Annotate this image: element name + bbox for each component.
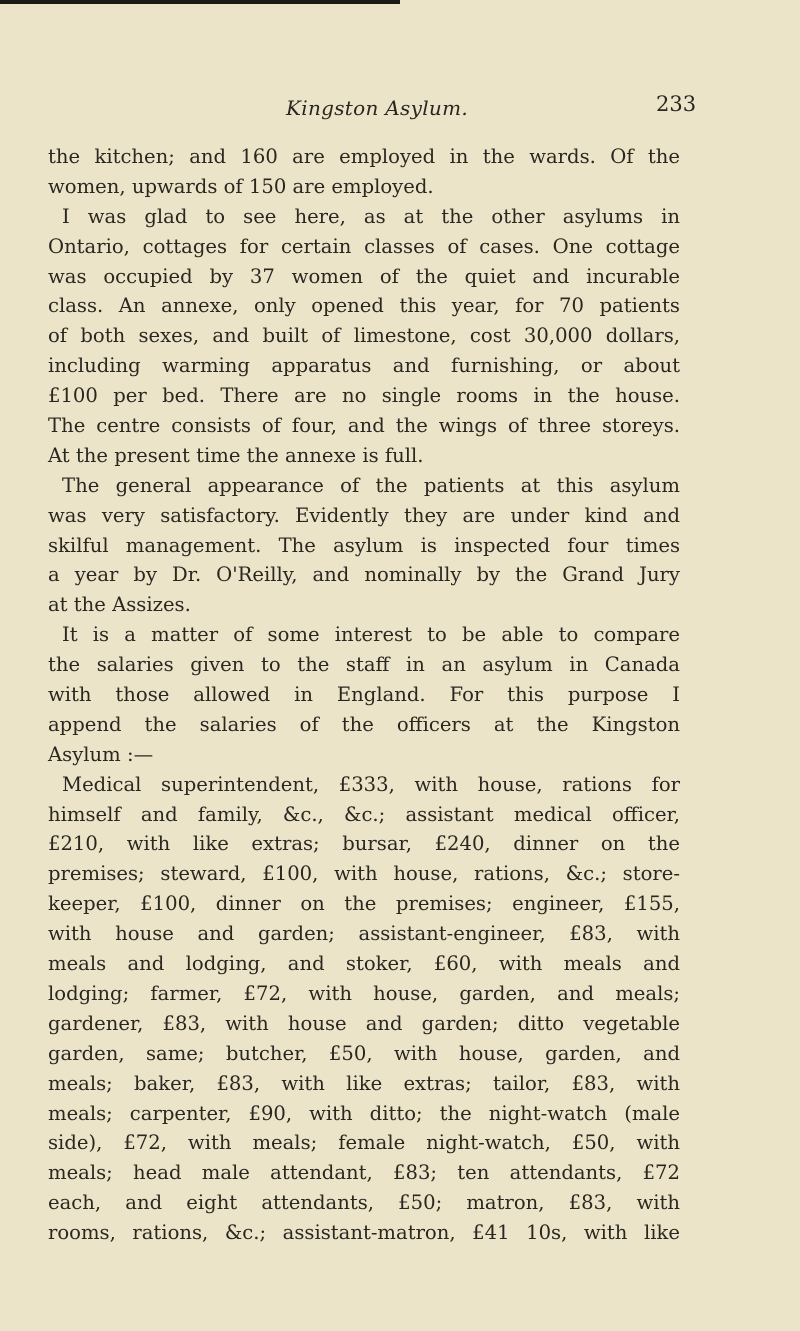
text-line: was occupied by 37 women of the quiet and incurable xyxy=(48,264,680,288)
running-title: Kingston Asylum. xyxy=(286,96,469,120)
text-line: lodging; farmer, £72, with house, garden, and meals; xyxy=(48,981,680,1005)
text-line: meals; baker, £83, with like extras; tailor, £83, with xyxy=(48,1071,680,1095)
text-line: meals; carpenter, £90, with ditto; the night-watch (male xyxy=(48,1101,680,1125)
page-number: 233 xyxy=(656,92,697,116)
text-line: It is a matter of some interest to be able to compare xyxy=(62,623,680,647)
text-line: garden, same; butcher, £50, with house, garden, and xyxy=(48,1041,680,1065)
text-line: at the Assizes. xyxy=(48,593,191,617)
text-line: Medical superintendent, £333, with house, rations for xyxy=(62,772,680,796)
text-line: £100 per bed. There are no single rooms in the house. xyxy=(48,384,680,408)
text-line: meals; head male attendant, £83; ten attendants, £72 xyxy=(48,1161,680,1185)
text-line: of both sexes, and built of limestone, cost 30,000 dollars, xyxy=(48,324,680,348)
text-line: skilful management. The asylum is inspected four times xyxy=(48,533,680,557)
text-line: was very satisfactory. Evidently they are under kind and xyxy=(48,503,680,527)
text-line: with house and garden; assistant-engineer, £83, with xyxy=(48,922,680,946)
text-line: rooms, rations, &c.; assistant-matron, £41 10s, with like xyxy=(48,1221,680,1245)
text-line: gardener, £83, with house and garden; ditto vegetable xyxy=(48,1011,680,1035)
text-line: class. An annexe, only opened this year, for 70 patients xyxy=(48,294,680,318)
text-line: At the present time the annexe is full. xyxy=(48,443,424,467)
body-text xyxy=(48,142,680,1248)
text-line: with those allowed in England. For this purpose I xyxy=(48,683,680,707)
text-line: £210, with like extras; bursar, £240, dinner on the xyxy=(48,832,680,856)
text-line: women, upwards of 150 are employed. xyxy=(48,174,434,198)
text-line: premises; steward, £100, with house, rations, &c.; store- xyxy=(48,862,680,886)
text-line: keeper, £100, dinner on the premises; engineer, £155, xyxy=(48,892,680,916)
text-line: including warming apparatus and furnishing, or about xyxy=(48,354,680,378)
text-line: Asylum :— xyxy=(48,742,154,766)
text-line: append the salaries of the officers at the Kingston xyxy=(48,712,680,736)
running-head xyxy=(0,92,800,126)
text-line: meals and lodging, and stoker, £60, with meals and xyxy=(48,952,680,976)
text-line: a year by Dr. O'Reilly, and nominally by the Grand Jury xyxy=(48,563,680,587)
text-line: side), £72, with meals; female night-watch, £50, with xyxy=(48,1131,680,1155)
text-line: Ontario, cottages for certain classes of cases. One cottage xyxy=(48,234,680,258)
text-line: himself and family, &c., &c.; assistant medical officer, xyxy=(48,802,680,826)
page-top-edge xyxy=(0,0,400,4)
text-line: The centre consists of four, and the wings of three storeys. xyxy=(48,414,680,438)
text-line: The general appearance of the patients at this asylum xyxy=(62,473,680,497)
text-line: the kitchen; and 160 are employed in the wards. Of the xyxy=(48,145,680,168)
text-line: the salaries given to the staff in an asylum in Canada xyxy=(48,653,680,677)
text-line: each, and eight attendants, £50; matron, £83, with xyxy=(48,1191,680,1215)
text-line: I was glad to see here, as at the other asylums in xyxy=(62,204,680,228)
